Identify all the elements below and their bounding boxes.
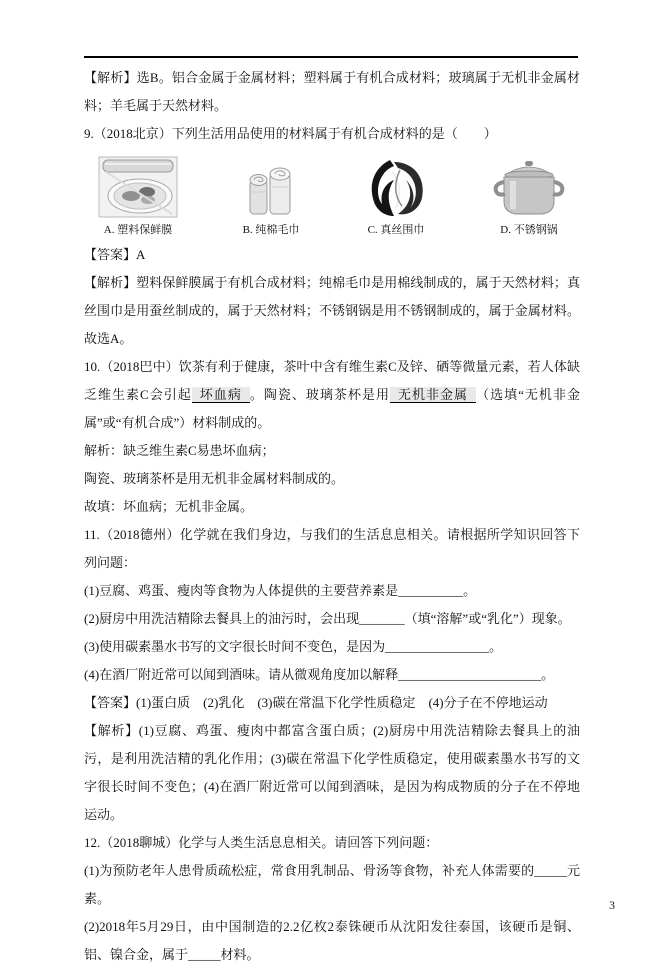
- option-c-caption: C. 真丝围巾: [367, 224, 425, 236]
- question-9-answer: 【答案】A: [84, 247, 146, 262]
- option-a-caption: A. 塑料保鲜膜: [103, 224, 173, 236]
- question-11-item-3: (3)使用碳素墨水书写的文字很长时间不变色，是因为________________。: [84, 639, 503, 654]
- option-d-caption: D. 不锈钢锅: [500, 224, 558, 236]
- plastic-wrap-icon: [98, 156, 178, 218]
- question-11-answer: 【答案】(1)蛋白质 (2)乳化 (3)碳在常温下化学性质稳定 (4)分子在不停地运动: [84, 695, 548, 710]
- option-b: [242, 160, 300, 239]
- question-10-analysis-line-2: 陶瓷、玻璃茶杯是用无机非金属材料制成的。: [84, 471, 345, 486]
- question-9-stem: 9.（2018北京）下列生活用品使用的材料属于有机合成材料的是（ ）: [84, 126, 497, 141]
- question-11-item-2: (2)厨房中用洗洁精除去餐具上的油污时，会出现_______（填“溶解”或“乳化”）现象。: [84, 611, 571, 626]
- q10-stem-part1: 10.（2018巴中）饮茶有利于健康，茶叶中含有维生素C及锌、硒等微量元素，若人体缺乏维生素C会引起: [84, 359, 580, 402]
- prev-question-analysis: 【解析】选B。铝合金属于金属材料；塑料属于有机合成材料；玻璃属于无机非金属材料；羊毛属于天然材料。: [84, 70, 580, 113]
- question-11-item-4: (4)在酒厂附近常可以闻到酒味。请从微观角度加以解释______________________。: [84, 667, 555, 682]
- question-11-analysis: 【解析】(1)豆腐、鸡蛋、瘦肉中都富含蛋白质；(2)厨房中用洗洁精除去餐具上的油污，是利用洗洁精的乳化作用；(3)碳在常温下化学性质稳定，使用碳素墨水书写的文字很长时间不变色；(4)在酒厂附近常可以闻到酒味，是因为构成物质的分子在不停地运动。: [84, 723, 580, 822]
- silk-scarf-icon: [364, 158, 428, 218]
- page-number: 3: [609, 898, 615, 912]
- question-10-stem: [84, 353, 580, 437]
- q10-blank-answer-2: 无机非金属: [390, 387, 476, 403]
- question-12-stem: 12.（2018聊城）化学与人类生活息息相关。请回答下列问题：: [84, 835, 439, 850]
- option-b-caption: B. 纯棉毛巾: [242, 224, 300, 236]
- question-11-item-1: (1)豆腐、鸡蛋、瘦肉等食物为人体提供的主要营养素是__________。: [84, 583, 477, 598]
- cotton-towel-icon: [242, 160, 300, 218]
- q10-stem-part2: 。陶瓷、玻璃茶杯是用: [249, 387, 390, 402]
- question-10-analysis-line-1: 解析：缺乏维生素C易患坏血病；: [84, 443, 275, 458]
- q10-blank-answer-1: 坏血病: [192, 387, 250, 403]
- question-10-analysis-line-3: 故填：坏血病；无机非金属。: [84, 499, 254, 514]
- question-9-options: [84, 148, 580, 239]
- question-12-item-1: (1)为预防老年人患骨质疏松症，常食用乳制品、骨汤等食物，补充人体需要的_____元素。: [84, 863, 580, 906]
- cotton-towel-image: [242, 160, 300, 218]
- option-c: [364, 158, 428, 239]
- question-12-item-2: (2)2018年5月29日，由中国制造的2.2亿枚2泰铢硬币从沈阳发往泰国，该硬币是铜、铝、镍合金，属于_____材料。: [84, 919, 580, 962]
- option-d: [492, 160, 566, 239]
- silk-scarf-image: [364, 158, 428, 218]
- stainless-pot-icon: [492, 160, 566, 218]
- stainless-pot-image: [492, 160, 566, 218]
- q10-stem-part3: （选填“无机非金属”或“有机合成”）材料制成的。: [84, 387, 580, 430]
- question-9-analysis: 【解析】塑料保鲜膜属于有机合成材料；纯棉毛巾是用棉线制成的，属于天然材料；真丝围巾是用蚕丝制成的，属于天然材料；不锈钢锅是用不锈钢制成的，属于金属材料。故选A。: [84, 275, 580, 346]
- plastic-wrap-image: [98, 156, 178, 218]
- document-body: [84, 64, 580, 969]
- header-rule: [84, 56, 578, 58]
- question-11-stem: 11.（2018德州）化学就在我们身边，与我们的生活息息相关。请根据所学知识回答下列问题：: [84, 527, 580, 570]
- option-a: [98, 156, 178, 239]
